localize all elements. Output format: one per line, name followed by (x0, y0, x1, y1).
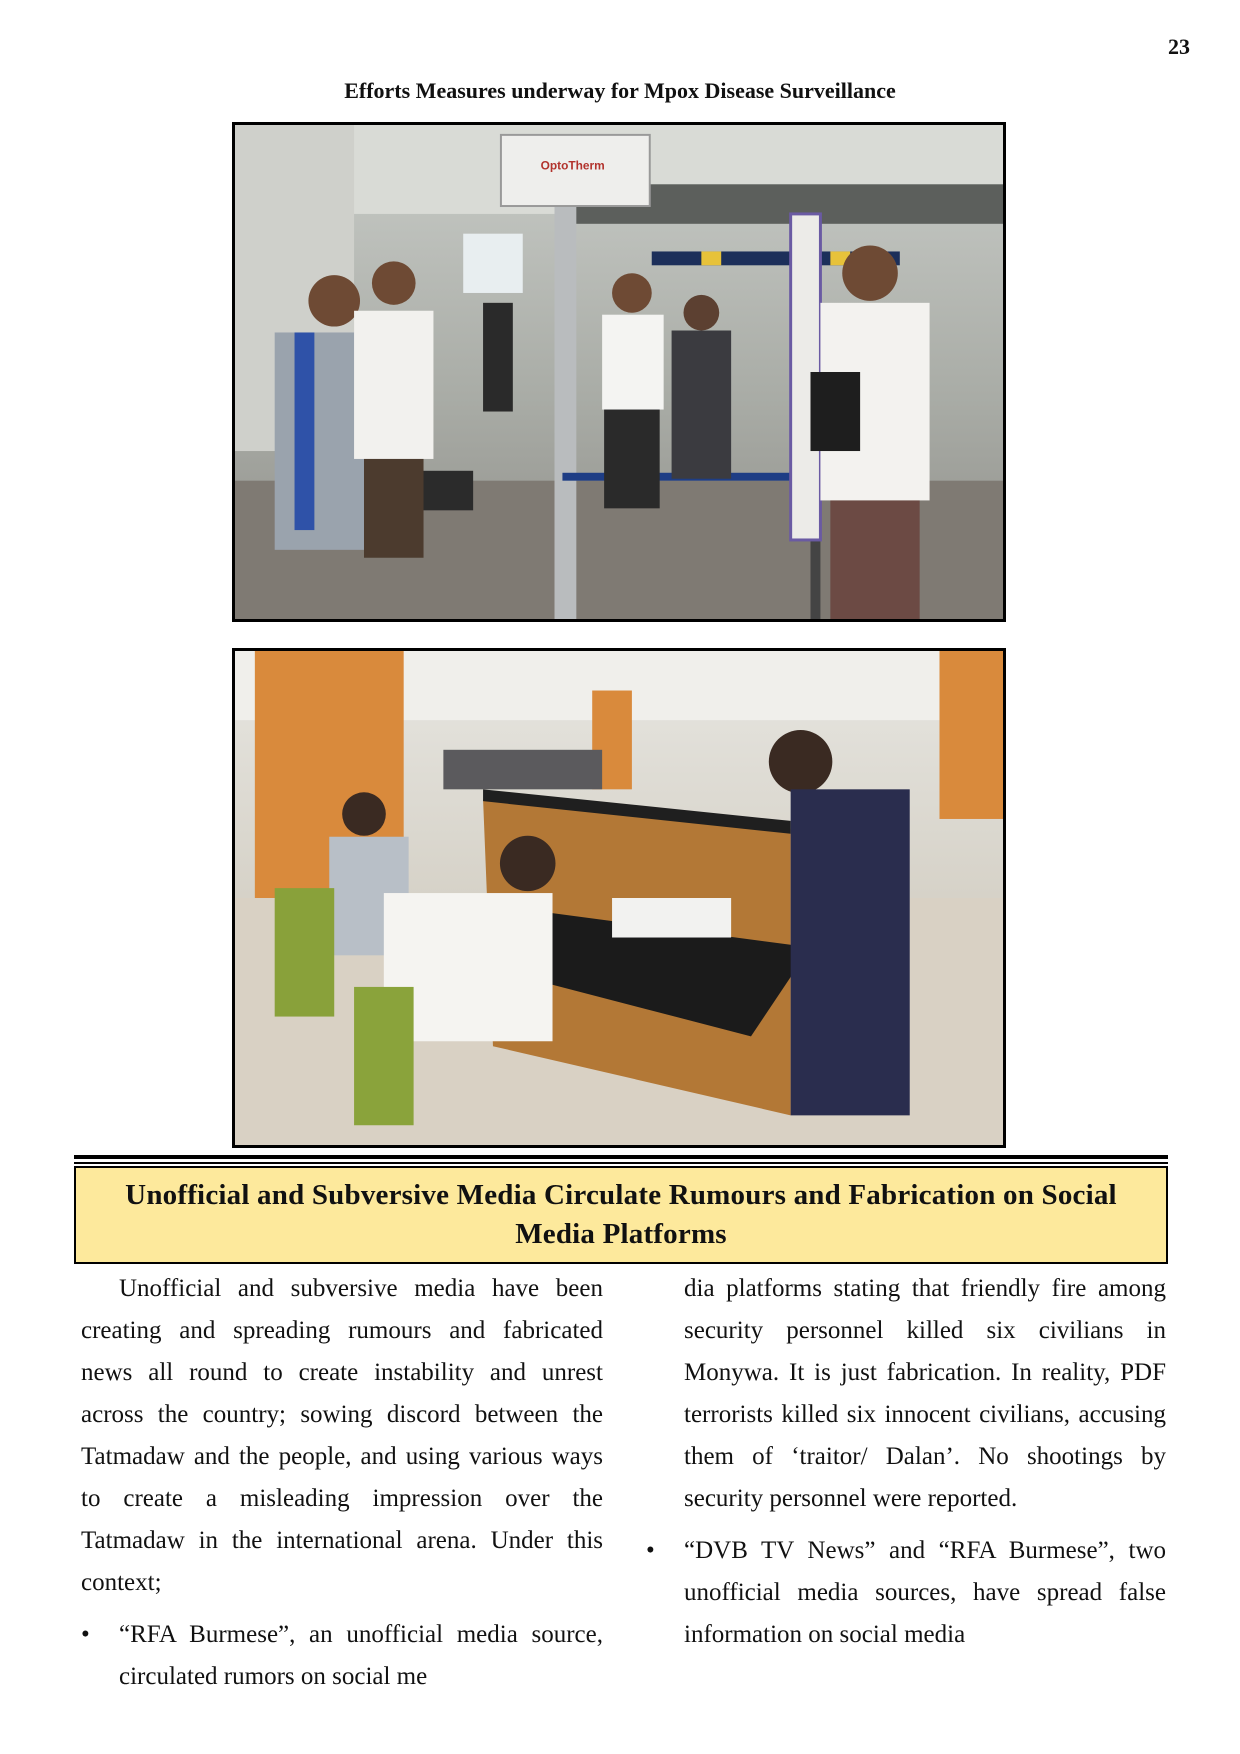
section-title: Unofficial and Subversive Media Circulate Rumours and Fabrication on Social Media Platforms (125, 1179, 1117, 1250)
intro-paragraph: Unofficial and subversive media have been creating and spreading rumours and fabricated news all round to create instability and unrest across the country; sowing discord between the Tatmadaw and the people, and using various ways to create a misleading impression over the Tatmadaw in the international arena. Under this context; (81, 1275, 603, 1596)
photo-caption: Efforts Measures underway for Mpox Disease Surveillance (344, 78, 896, 103)
bullet-item-rfa: • “RFA Burmese”, an unofficial media source, circulated rumors on social me (81, 1614, 603, 1698)
photo-thermal-screening-image (235, 125, 1003, 619)
photo-health-desk-image (235, 651, 1003, 1145)
body-column-right (646, 1268, 1166, 1656)
camera-brand-text: OptoTherm (540, 158, 605, 173)
bullet-item-dvb: • “DVB TV News” and “RFA Burmese”, two unofficial media sources, have spread false information on social media (646, 1530, 1166, 1656)
body-column-left (81, 1268, 603, 1698)
section-heading-box (74, 1166, 1168, 1264)
photo-health-desk (232, 648, 1006, 1148)
bullet-item-rfa-continued: dia platforms stating that friendly fire among security personnel killed six civilians in Monywa. It is just fabrication. In reality, PDF terrorists killed six innocent civilians, accusing them of ‘traitor/ Dalan’. No shootings by security personnel were reported. (684, 1275, 1166, 1512)
photo-thermal-screening (232, 122, 1006, 622)
page-number: 23 (1168, 34, 1190, 59)
section-rule-thick (74, 1155, 1168, 1159)
section-rule-thin (74, 1162, 1168, 1164)
